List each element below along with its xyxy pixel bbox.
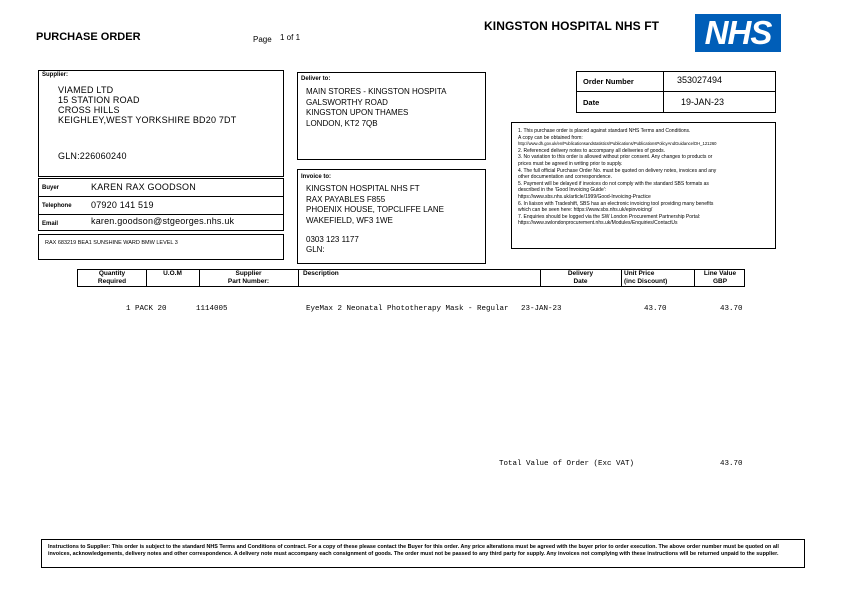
supplier-line: KEIGHLEY,WEST YORKSHIRE BD20 7DT xyxy=(58,115,237,125)
invoice-to-line: KINGSTON HOSPITAL NHS FT xyxy=(306,184,420,193)
terms-line: prices must be agreed in writing prior to supply. xyxy=(518,160,623,167)
column-unit-price xyxy=(624,270,694,286)
invoice-to-phone: 0303 123 1177 xyxy=(306,235,359,244)
terms-line: https://www.swlondonprocurement.nhs.uk/Modules/Enquiries/ContactUs xyxy=(518,220,678,227)
deliver-to-address xyxy=(306,87,446,129)
supplier-address xyxy=(58,85,236,125)
email-label: Email xyxy=(42,221,59,227)
row-line-value: 43.70 xyxy=(720,305,743,313)
row-description: EyeMax 2 Neonatal Phototherapy Mask - Regular xyxy=(306,305,509,313)
column-uom xyxy=(146,270,199,278)
deliver-to-box xyxy=(297,72,486,160)
column-quantity-line: Required xyxy=(97,278,127,285)
invoice-to-gln: GLN: xyxy=(306,245,325,254)
deliver-to-line: LONDON, KT2 7QB xyxy=(306,118,378,128)
row-qty-uom: 1 PACK 20 xyxy=(126,305,167,313)
supplier-label: Supplier: xyxy=(42,72,69,78)
page-label: Page xyxy=(253,35,272,44)
column-unit-price-line: (inc Discount) xyxy=(624,278,668,285)
instructions-text: Instructions to Supplier: This order is subject to the standard NHS Terms and Conditions of contract. For a copy of these please contact the Buyer for this order. Any price alterations must be agreed with the buyer prior to order execution. The above order number must be quoted on all invoices, acknowledgements, delivery notes and other correspondence. A delivery note must accompany each consignment of goods. The order must not be passed to any third party for supply. Any invoices not complying with these instructions will be returned unpaid to the supplier. xyxy=(48,544,779,557)
deliver-to-line: KINGSTON UPON THAMES xyxy=(306,108,409,117)
column-uom-line: U.O.M xyxy=(163,270,182,277)
buyer-name: KAREN RAX GOODSON xyxy=(91,182,196,192)
terms-line: 3. No variation to this order is allowed without prior consent. Any changes to products or xyxy=(518,154,713,161)
organisation-name: KINGSTON HOSPITAL NHS FT xyxy=(484,19,660,33)
terms-line: other documentation and correspondence. xyxy=(518,174,612,181)
terms-line: http://www.dh.gov.uk/en/Publicationsandstatistics/Publications/PublicationsPolicyAndGuidance/DH_121260 xyxy=(518,141,717,147)
terms-line: which can be seen here: https://www.sbs.nhs.uk/epinvoicing/ xyxy=(518,207,653,214)
table-header xyxy=(77,269,745,287)
deliver-to-line: MAIN STORES - KINGSTON HOSPITA xyxy=(306,87,447,96)
column-delivery-date-line: Delivery xyxy=(567,270,594,277)
column-part-number-line: Part Number: xyxy=(227,278,270,285)
buyer-box xyxy=(38,178,284,231)
terms-line: 7. Enquiries should be logged via the SW London Procurement Partnership Portal: xyxy=(518,213,701,220)
order-info-box xyxy=(576,71,776,113)
order-date-value: 19-JAN-23 xyxy=(681,97,725,107)
terms-box xyxy=(511,122,776,249)
terms-line: 2. Referenced delivery notes to accompany all deliveries of goods. xyxy=(518,147,666,154)
column-delivery-date-line: Date xyxy=(573,278,588,285)
document-title: PURCHASE ORDER xyxy=(36,31,141,43)
column-line-value-line: Line Value xyxy=(703,270,737,277)
terms-line: https://www.sbs.nhs.uk/article/1999/Good-Invoicing-Practice xyxy=(518,193,651,200)
page-number: 1 of 1 xyxy=(280,33,301,42)
invoice-to-box xyxy=(297,169,486,264)
buyer-telephone: 07920 141 519 xyxy=(91,200,154,210)
table-row xyxy=(77,305,745,317)
invoice-to-address xyxy=(306,184,444,226)
terms-line: 1. This purchase order is placed against standard NHS Terms and Conditions. xyxy=(518,128,691,134)
row-delivery-date: 23-JAN-23 xyxy=(521,305,562,313)
terms-line: 5. Payment will be delayed if invoices do not comply with the standard SBS formats as xyxy=(518,180,709,187)
invoice-to-line: RAX PAYABLES F855 xyxy=(306,194,386,204)
order-reference: RAX 683219 BEA1 SUNSHINE WARD BMW LEVEL 3 xyxy=(45,240,178,246)
terms-line: A copy can be obtained from: xyxy=(518,134,583,141)
column-quantity-line: Quantity xyxy=(98,270,126,277)
column-quantity xyxy=(78,270,146,286)
supplier-gln: GLN:226060240 xyxy=(58,151,127,161)
column-unit-price-line: Unit Price xyxy=(624,270,655,277)
row-unit-price: 43.70 xyxy=(644,305,667,313)
terms-line: 4. The full official Purchase Order No. must be quoted on delivery notes, invoices and any xyxy=(518,167,717,174)
total-value: 43.70 xyxy=(720,460,743,468)
column-line-value-line: GBP xyxy=(712,278,728,285)
buyer-label: Buyer xyxy=(42,185,60,191)
order-number-label: Order Number xyxy=(583,77,634,86)
terms-list xyxy=(518,128,773,227)
invoice-to-label: Invoice to: xyxy=(301,174,332,180)
order-number-value: 353027494 xyxy=(677,75,723,85)
column-line-value xyxy=(694,270,746,286)
reference-box xyxy=(38,234,284,260)
instructions-box xyxy=(41,539,805,568)
invoice-to-line: WAKEFIELD, WF3 1WE xyxy=(306,215,393,225)
terms-line: described in the 'Good Invoicing Guide': xyxy=(518,187,607,194)
supplier-line: CROSS HILLS xyxy=(58,105,120,115)
row-part-number: 1114005 xyxy=(196,305,228,313)
column-part-number xyxy=(199,270,298,286)
column-description: Description xyxy=(303,270,339,277)
supplier-box xyxy=(38,70,284,177)
buyer-email: karen.goodson@stgeorges.nhs.uk xyxy=(91,216,235,226)
nhs-logo-text: NHS xyxy=(704,14,772,51)
invoice-to-line: PHOENIX HOUSE, TOPCLIFFE LANE xyxy=(306,205,444,214)
terms-line: 6. In liaison with Tradeshift, SBS has an electronic invoicing tool providing many benefits xyxy=(518,200,714,207)
supplier-line: VIAMED LTD xyxy=(58,85,114,95)
column-part-number-line: Supplier xyxy=(235,270,262,277)
order-date-label: Date xyxy=(583,98,600,107)
deliver-to-label: Deliver to: xyxy=(301,76,331,82)
deliver-to-line: GALSWORTHY ROAD xyxy=(306,97,388,107)
total-label: Total Value of Order (Exc VAT) xyxy=(499,460,635,468)
column-delivery-date xyxy=(540,270,621,286)
telephone-label: Telephone xyxy=(42,203,72,209)
supplier-line: 15 STATION ROAD xyxy=(58,95,140,105)
nhs-logo xyxy=(695,14,781,52)
